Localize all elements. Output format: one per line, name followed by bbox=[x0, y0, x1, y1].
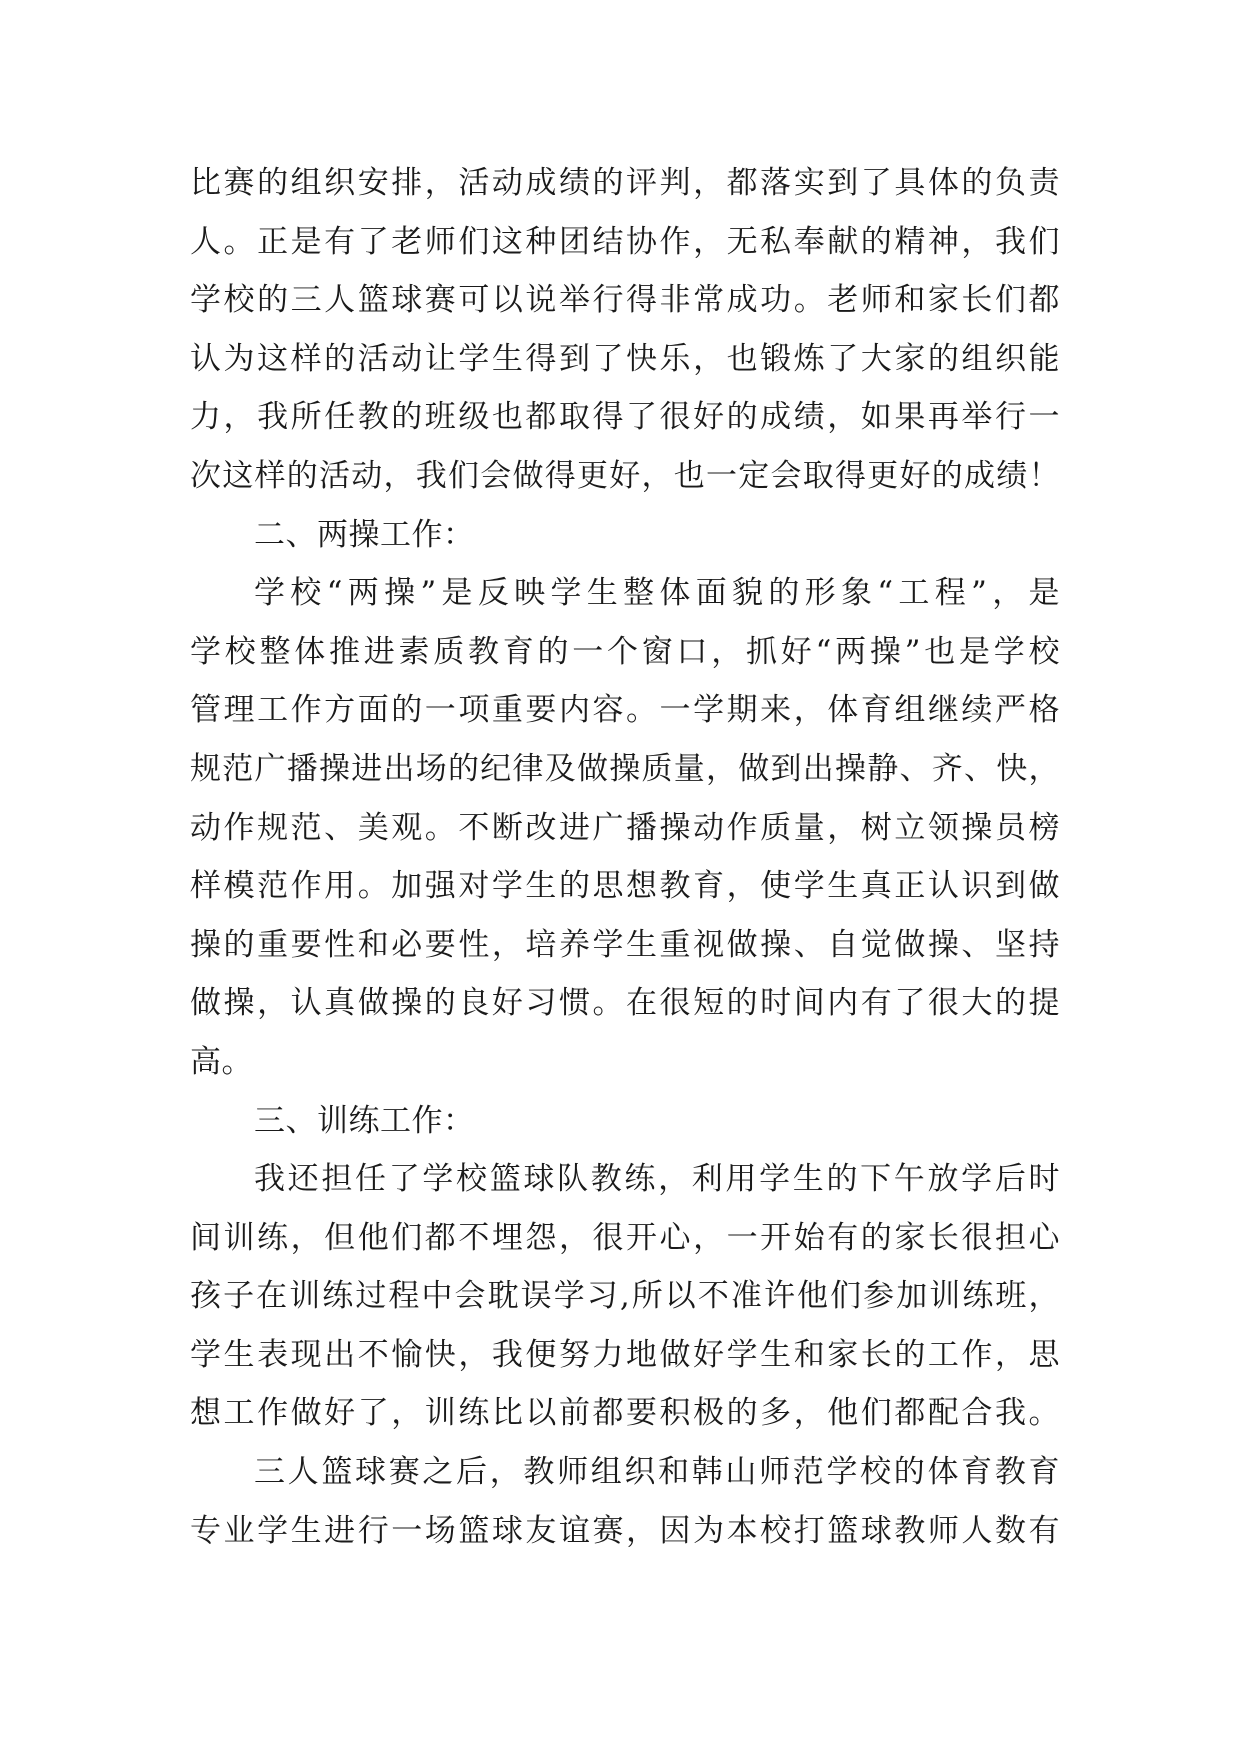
text-line: 三人篮球赛之后，教师组织和韩山师范学校的体育教育 bbox=[254, 1454, 1060, 1491]
text-line: 想工作做好了，训练比以前都要积极的多，他们都配合我。 bbox=[190, 1395, 1060, 1432]
text-line: 学校的三人篮球赛可以说举行得非常成功。老师和家长们都 bbox=[190, 282, 1060, 319]
text-line: 认为这样的活动让学生得到了快乐，也锻炼了大家的组织能 bbox=[190, 340, 1060, 377]
section-heading: 三、训练工作： bbox=[254, 1102, 475, 1139]
text-line: 管理工作方面的一项重要内容。一学期来，体育组继续严格 bbox=[190, 692, 1060, 729]
text-line: 次这样的活动，我们会做得更好，也一定会取得更好的成绩！ bbox=[190, 457, 1060, 494]
text-line: 做操，认真做操的良好习惯。在很短的时间内有了很大的提 bbox=[190, 985, 1060, 1022]
text-line: 高。 bbox=[190, 1043, 253, 1080]
text-line: 人。正是有了老师们这种团结协作，无私奉献的精神，我们 bbox=[190, 223, 1060, 260]
text-line: 比赛的组织安排，活动成绩的评判，都落实到了具体的负责 bbox=[190, 165, 1060, 201]
document-body bbox=[190, 154, 1060, 1560]
text-line: 孩子在训练过程中会耽误学习,所以不准许他们参加训练班， bbox=[190, 1278, 1060, 1315]
text-line: 规范广播操进出场的纪律及做操质量，做到出操静、齐、快， bbox=[190, 750, 1060, 787]
text-line: 我还担任了学校篮球队教练，利用学生的下午放学后时 bbox=[254, 1161, 1060, 1198]
text-line: 学生表现出不愉快，我便努力地做好学生和家长的工作，思 bbox=[190, 1336, 1060, 1373]
text-line: 操的重要性和必要性，培养学生重视做操、自觉做操、坚持 bbox=[190, 926, 1060, 963]
text-line: 专业学生进行一场篮球友谊赛，因为本校打篮球教师人数有 bbox=[190, 1512, 1060, 1549]
text-line: 学校整体推进素质教育的一个窗口，抓好“两操”也是学校 bbox=[190, 633, 1060, 670]
section-heading: 二、两操工作： bbox=[254, 516, 475, 553]
text-line: 样模范作用。加强对学生的思想教育，使学生真正认识到做 bbox=[190, 868, 1060, 905]
text-line: 学校“两操”是反映学生整体面貌的形象“工程”，是 bbox=[254, 575, 1060, 612]
text-line: 力，我所任教的班级也都取得了很好的成绩，如果再举行一 bbox=[190, 399, 1060, 436]
text-line: 动作规范、美观。不断改进广播操动作质量，树立领操员榜 bbox=[190, 809, 1060, 846]
text-line: 间训练，但他们都不埋怨，很开心，一开始有的家长很担心 bbox=[190, 1219, 1060, 1256]
